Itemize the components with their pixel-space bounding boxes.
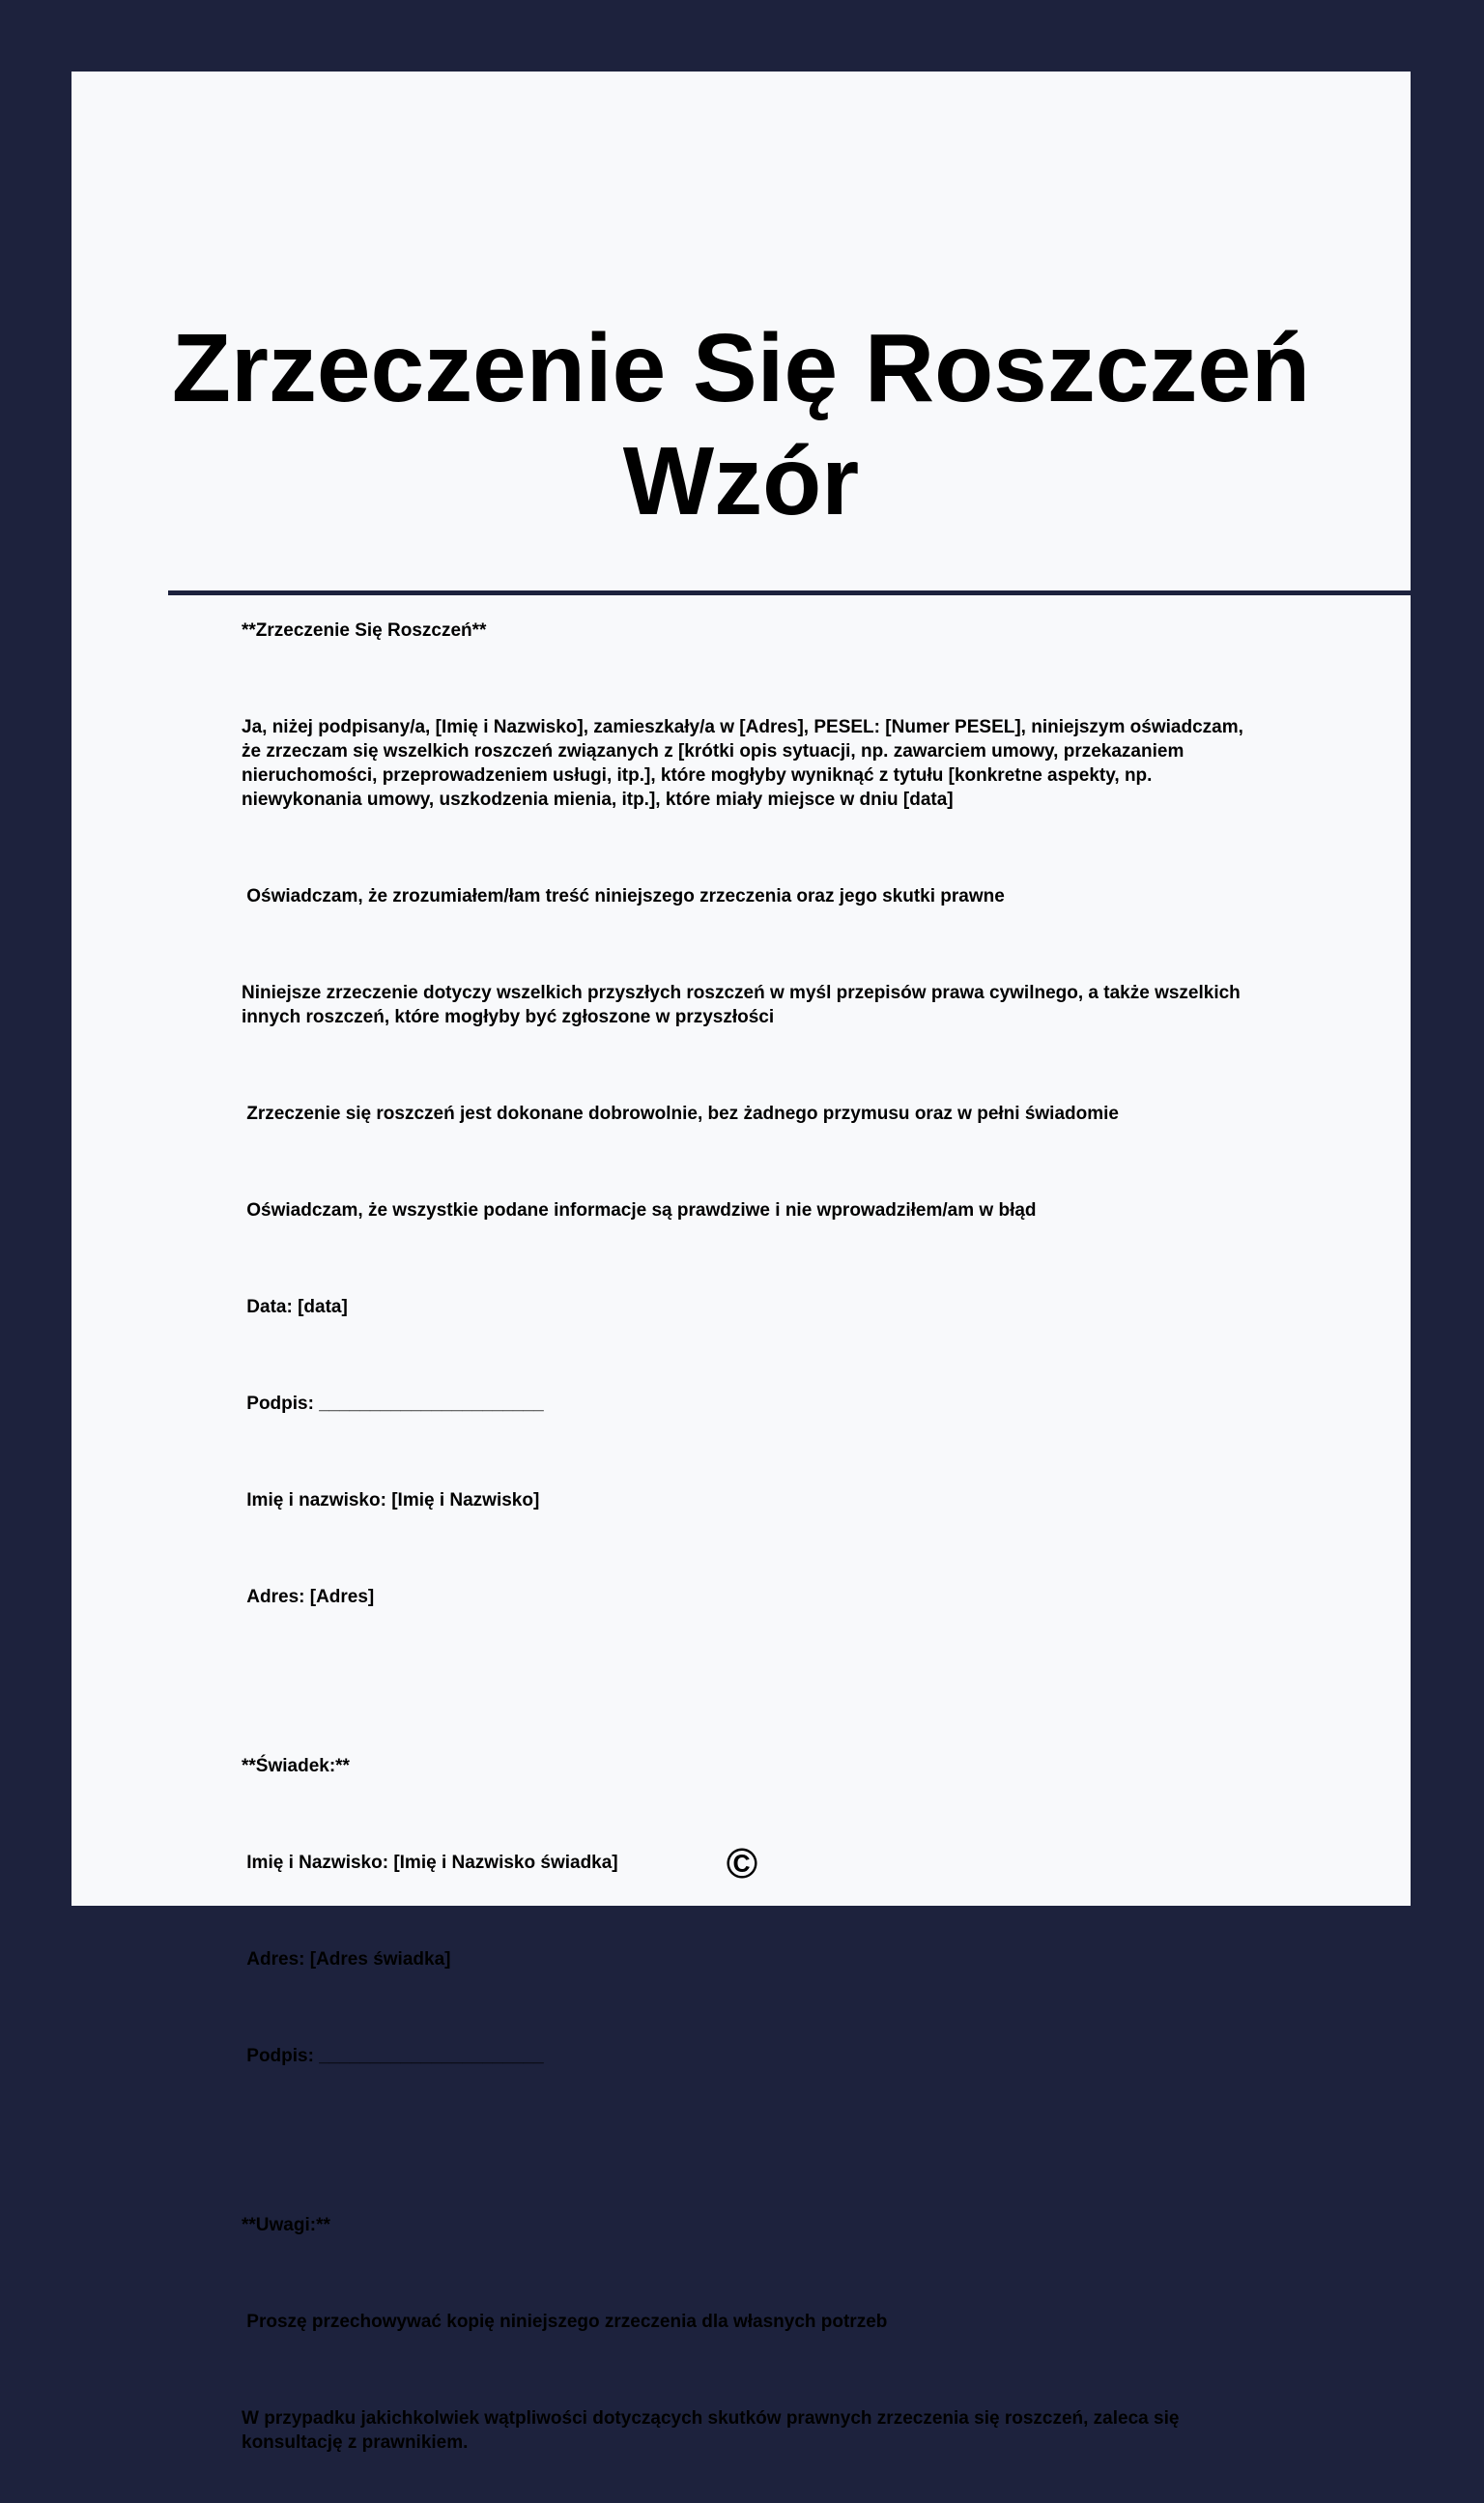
heading-waiver: **Zrzeczenie Się Roszczeń** xyxy=(242,620,487,641)
document-body xyxy=(242,570,1251,2503)
paragraph-understanding: Oświadczam, że zrozumiałem/łam treść niniejszego zrzeczenia oraz jego skutki prawne xyxy=(242,886,1005,906)
copyright-icon: © xyxy=(726,1840,758,1887)
field-address: Adres: [Adres] xyxy=(242,1587,375,1607)
paragraph-declaration: Ja, niżej podpisany/a, [Imię i Nazwisko], zamieszkały/a w [Adres], PESEL: [Numer PESEL], niniejszym oświadczam, że zrzeczam się wszelkich roszczeń związanych z [krótki opis sytuacji, np. zawarciem umowy, przekazaniem nieruchomości, przeprowadzeniem usługi, itp.], które mogłyby wyniknąć z tytułu [konkretne aspekty, np. niewykonania umowy, uszkodzenia mienia, itp.], które miały miejsce w dniu [data] xyxy=(242,717,1249,810)
field-signature: Podpis: ______________________ xyxy=(242,1394,544,1414)
heading-notes: **Uwagi:** xyxy=(242,2215,330,2235)
note-consult-lawyer: W przypadku jakichkolwiek wątpliwości dotyczących skutków prawnych zrzeczenia się roszczeń, zaleca się konsultację z prawnikiem. xyxy=(242,2408,1184,2453)
witness-address: Adres: [Adres świadka] xyxy=(242,1949,451,1970)
paragraph-scope: Niniejsze zrzeczenie dotyczy wszelkich przyszłych roszczeń w myśl przepisów prawa cywilnego, a także wszelkich innych roszczeń, które mogłyby być zgłoszone w przyszłości xyxy=(242,983,1246,1027)
paragraph-voluntary: Zrzeczenie się roszczeń jest dokonane dobrowolnie, bez żadnego przymusu oraz w pełni świadomie xyxy=(242,1104,1119,1124)
witness-signature: Podpis: ______________________ xyxy=(242,2046,544,2066)
field-name: Imię i nazwisko: [Imię i Nazwisko] xyxy=(242,1490,540,1510)
heading-witness: **Świadek:** xyxy=(242,1756,350,1776)
document-title xyxy=(71,312,1411,538)
field-date: Data: [data] xyxy=(242,1297,348,1317)
note-keep-copy: Proszę przechowywać kopię niniejszego zrzeczenia dla własnych potrzeb xyxy=(242,2312,888,2332)
title-line-1: Zrzeczenie Się Roszczeń xyxy=(171,314,1311,422)
title-line-2: Wzór xyxy=(622,427,860,535)
witness-name: Imię i Nazwisko: [Imię i Nazwisko świadka] xyxy=(242,1853,618,1873)
paragraph-truthfulness: Oświadczam, że wszystkie podane informacje są prawdziwe i nie wprowadziłem/am w błąd xyxy=(242,1200,1037,1221)
